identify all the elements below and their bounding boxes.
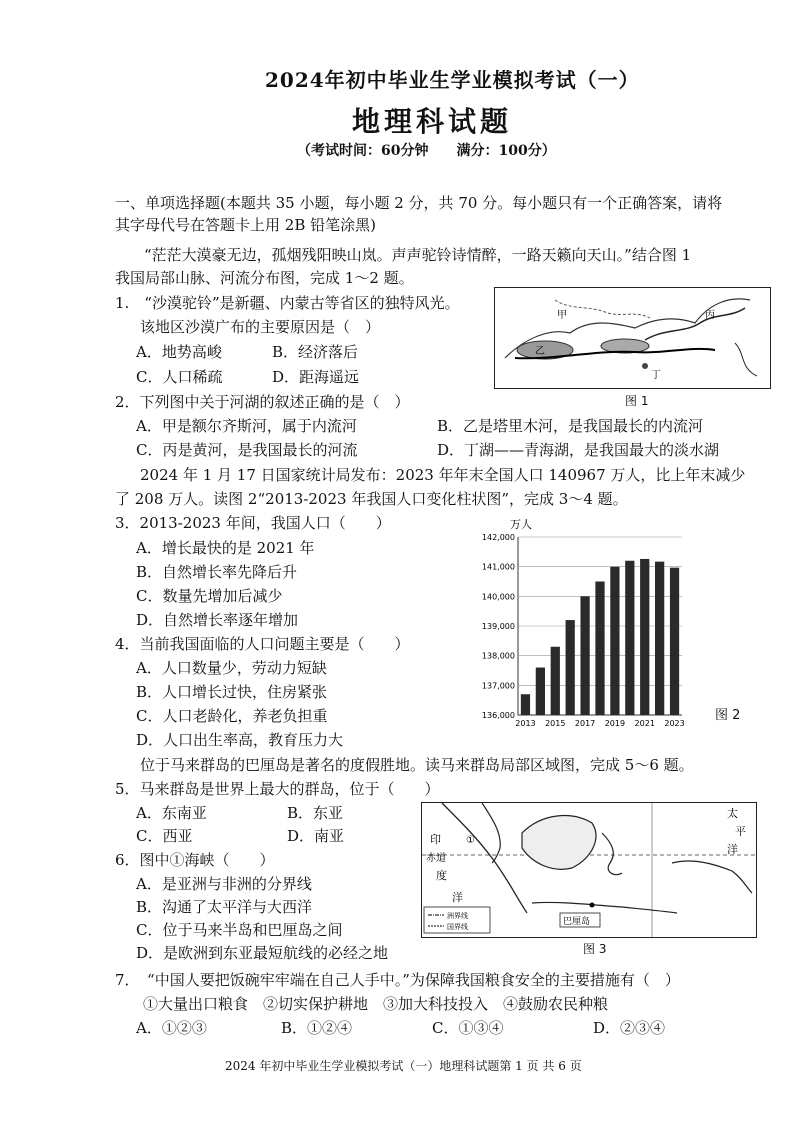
label-du: 度 — [436, 869, 447, 882]
northern-border-line — [555, 300, 650, 318]
label-ping: 平 — [735, 825, 746, 838]
label-yi: 乙 — [535, 346, 545, 357]
q7-option-c[interactable]: C．①③④ — [432, 1019, 504, 1037]
q6-option-a[interactable]: A．是亚洲与非洲的分界线 — [136, 875, 312, 893]
figure2-chart — [470, 515, 750, 737]
label-yang: 洋 — [452, 891, 463, 904]
chart-x-tick-label: 2023 — [664, 719, 685, 728]
figure1-caption: 图 1 — [625, 394, 649, 408]
chart-x-tick-label: 2021 — [634, 719, 655, 728]
label-ding: 丁 — [651, 370, 661, 381]
chart-y-tick-label: 141,000 — [481, 562, 515, 572]
figure3-caption: 图 3 — [583, 942, 607, 956]
page-footer: 2024 年初中毕业生学业模拟考试（一）地理科试题第 1 页 共 6 页 — [225, 1059, 582, 1073]
figure3-map — [421, 802, 757, 938]
chart-x-tick-label: 2017 — [574, 719, 596, 728]
chart-bar-2014 — [536, 668, 545, 715]
q2-stem: 2．下列图中关于河湖的叙述正确的是（ ） — [115, 393, 410, 411]
section-intro-line1: 一、单项选择题(本题共 35 小题，每小题 2 分，共 70 分。每小题只有一个正确答案，请将 — [115, 194, 723, 212]
exam-title: 2024年初中毕业生学业模拟考试（一） — [265, 68, 640, 92]
chart-bar-2018 — [595, 582, 604, 716]
chart-y-tick-label: 137,000 — [481, 681, 515, 691]
q4-option-d[interactable]: D．人口出生率高，教育压力大 — [136, 731, 344, 749]
q5-option-d[interactable]: D．南亚 — [287, 827, 345, 845]
chart-bars — [521, 559, 679, 715]
q2-option-b[interactable]: B．乙是塔里木河，是我国最长的内流河 — [437, 417, 704, 435]
q2-option-a[interactable]: A．甲是额尔齐斯河，属于内流河 — [136, 417, 357, 435]
subject-title: 地理科试题 — [352, 105, 513, 138]
chart-bar-2020 — [625, 561, 634, 715]
q2-option-d[interactable]: D．丁湖——青海湖，是我国最大的淡水湖 — [437, 441, 720, 459]
chart-y-ticks — [482, 533, 515, 720]
malay-peninsula-coast — [482, 803, 500, 863]
q7-option-a[interactable]: A．①②③ — [136, 1019, 207, 1037]
q3-option-c[interactable]: C．数量先增加后减少 — [136, 587, 283, 605]
label-strait-1: ① — [466, 835, 475, 846]
chart-bar-2015 — [551, 647, 560, 715]
q1-option-b[interactable]: B．经济落后 — [272, 343, 359, 361]
chart-x-ticks — [515, 719, 684, 728]
figure1-svg — [495, 288, 770, 388]
chart-y-tick-label: 136,000 — [481, 711, 515, 720]
q4-option-c[interactable]: C．人口老龄化，养老负担重 — [136, 707, 328, 725]
section-intro-line2: 其字母代号在答题卡上用 2B 铅笔涂黑) — [115, 216, 376, 234]
chart-x-tick-label: 2015 — [545, 719, 566, 728]
q3-stem: 3．2013-2023 年间，我国人口（ ） — [115, 514, 391, 532]
passage3-line1: 位于马来群岛的巴厘岛是著名的度假胜地。读马来群岛局部区域图，完成 5～6 题。 — [140, 756, 694, 774]
chart-bar-2019 — [610, 567, 619, 715]
chart-y-tick-label: 140,000 — [481, 592, 515, 602]
label-bali: 巴厘岛 — [563, 917, 591, 927]
river-line — [645, 308, 745, 340]
chart-x-tick-label: 2013 — [515, 719, 536, 728]
passage1-line2: 我国局部山脉、河流分布图，完成 1～2 题。 — [115, 269, 414, 287]
q7-option-b[interactable]: B．①②④ — [281, 1019, 353, 1037]
q7-option-d[interactable]: D．②③④ — [593, 1019, 666, 1037]
q7-items: ①大量出口粮食 ②切实保护耕地 ③加大科技投入 ④鼓励农民种粮 — [143, 995, 609, 1013]
q5-option-b[interactable]: B．东亚 — [287, 804, 344, 822]
label-yang2: 洋 — [727, 843, 738, 856]
java-coast — [532, 902, 677, 913]
q6-option-d[interactable]: D．是欧洲到东亚最短航线的必经之地 — [136, 944, 389, 962]
q6-stem: 6．图中①海峡（ ） — [115, 851, 275, 869]
q1-option-c[interactable]: C．人口稀疏 — [136, 368, 223, 386]
q3-option-b[interactable]: B．自然增长率先降后升 — [136, 563, 298, 581]
label-jia: 甲 — [557, 310, 567, 321]
chart-y-label: 万人 — [510, 518, 532, 531]
q6-option-b[interactable]: B．沟通了太平洋与大西洋 — [136, 898, 313, 916]
chart-bar-2022 — [655, 562, 664, 715]
figure1-map — [494, 287, 771, 389]
q4-stem: 4．当前我国面临的人口问题主要是（ ） — [115, 635, 410, 653]
legend-continent-label: 洲界线 — [447, 912, 468, 920]
sulawesi-coast — [602, 833, 622, 875]
passage1-line1: “茫茫大漠豪无边，孤烟残阳映山岚。声声驼铃诗情醉，一路天籁向天山。”结合图 1 — [144, 246, 692, 264]
q2-option-c[interactable]: C．丙是黄河，是我国最长的河流 — [136, 441, 358, 459]
chart-bar-2016 — [566, 620, 575, 715]
lake-marker — [642, 363, 648, 369]
passage2-line2: 了 208 万人。读图 2“2013-2023 年我国人口变化柱状图”，完成 3～4 题。 — [115, 490, 628, 508]
q1-stem-line1: 1. “沙漠驼铃”是新疆、内蒙古等省区的独特风光。 — [115, 294, 460, 312]
bali-marker — [590, 903, 595, 908]
chart-bar-2017 — [580, 596, 589, 715]
q1-stem-line2: 该地区沙漠广布的主要原因是（ ） — [140, 318, 381, 336]
chart-x-tick-label: 2019 — [604, 719, 626, 728]
q7-stem: 7． “中国人要把饭碗牢牢端在自己人手中。”为保障我国粮食安全的主要措施有（ ） — [115, 971, 680, 989]
chart-y-tick-label: 139,000 — [481, 622, 515, 631]
figure3-svg — [422, 803, 756, 937]
q1-option-a[interactable]: A．地势高峻 — [136, 343, 222, 361]
q4-option-a[interactable]: A．人口数量少，劳动力短缺 — [136, 659, 327, 677]
passage2-line1: 2024 年 1 月 17 日国家统计局发布：2023 年年末全国人口 140967 万人，比上年末减少 — [140, 466, 746, 484]
label-tai: 太 — [727, 807, 738, 820]
chart-y-tick-label: 142,000 — [481, 533, 515, 542]
label-yin: 印 — [430, 833, 441, 846]
q6-option-c[interactable]: C．位于马来半岛和巴厘岛之间 — [136, 921, 343, 939]
figure2-caption: 图 2 — [715, 708, 741, 723]
coast-line — [735, 343, 757, 376]
chart-bar-2023 — [670, 568, 679, 715]
q5-option-a[interactable]: A．东南亚 — [136, 804, 207, 822]
label-chidao: 赤道 — [426, 853, 446, 864]
label-bing: 丙 — [705, 310, 715, 321]
q3-option-a[interactable]: A．增长最快的是 2021 年 — [136, 539, 315, 557]
q5-option-c[interactable]: C．西亚 — [136, 827, 193, 845]
legend-country-label: 国界线 — [447, 923, 468, 931]
q1-option-d[interactable]: D．距海遥远 — [272, 368, 360, 386]
q3-option-d[interactable]: D．自然增长率逐年增加 — [136, 611, 299, 629]
chart-y-tick-label: 138,000 — [481, 651, 515, 661]
chart-bar-2013 — [521, 694, 530, 715]
exam-info: （考试时间：60分钟 满分：100分） — [297, 143, 556, 159]
borneo-shape — [522, 816, 596, 870]
chart-bar-2021 — [640, 559, 649, 715]
q5-stem: 5．马来群岛是世界上最大的群岛，位于（ ） — [115, 780, 440, 798]
q4-option-b[interactable]: B．人口增长过快，住房紧张 — [136, 683, 328, 701]
new-guinea-coast — [672, 861, 752, 893]
